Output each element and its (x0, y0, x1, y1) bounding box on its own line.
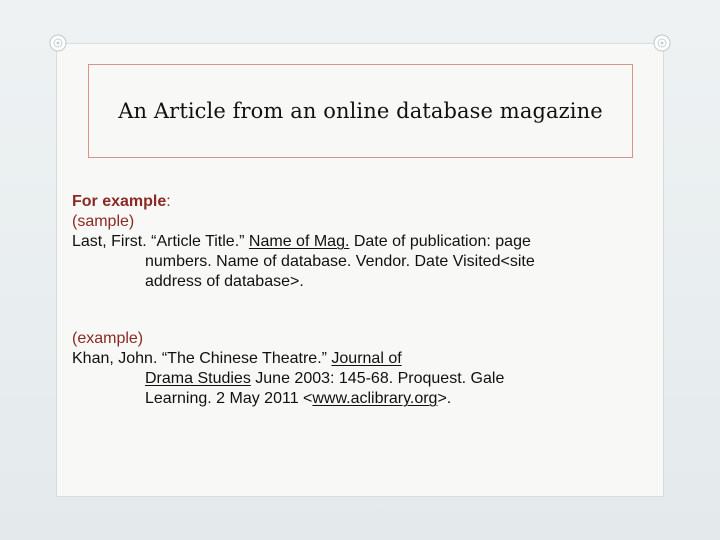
example-line-2-post: June 2003: 145-68. Proquest. Gale (250, 370, 505, 387)
example-url-link[interactable]: www.aclibrary.org (312, 390, 438, 407)
for-example-colon: : (166, 193, 171, 210)
sample-line-3: address of database>. (145, 273, 304, 290)
example-journal-name-part2: Drama Studies (145, 370, 251, 387)
sample-line-1 (72, 232, 642, 252)
slide-body (72, 192, 642, 409)
example-label: (example) (72, 330, 144, 347)
pushpin-icon (48, 33, 68, 53)
section-gap (72, 292, 642, 329)
sample-line-2: numbers. Name of database. Vendor. Date Visited<site (145, 253, 535, 270)
slide-title: An Article from an online database magazine (118, 99, 603, 123)
example-line-1-pre: Khan, John. “The Chinese Theatre.” (72, 350, 332, 367)
sample-mag-name: Name of Mag. (248, 233, 350, 250)
example-line-3-pre: Learning. 2 May 2011 < (145, 390, 313, 407)
sample-line-1-post: Date of publication: page (349, 233, 531, 250)
pushpin-icon (652, 33, 672, 53)
example-line-3 (72, 389, 642, 409)
example-journal-name-part1: Journal of (331, 350, 402, 367)
sample-label: (sample) (72, 213, 135, 230)
example-line-1 (72, 349, 642, 369)
sample-line-1-pre: Last, First. “Article Title.” (72, 233, 249, 250)
for-example-label: For example (72, 193, 167, 210)
for-example-heading (72, 192, 642, 212)
title-box (88, 64, 633, 158)
example-line-2 (72, 369, 642, 389)
example-line-3-post: >. (437, 390, 452, 407)
